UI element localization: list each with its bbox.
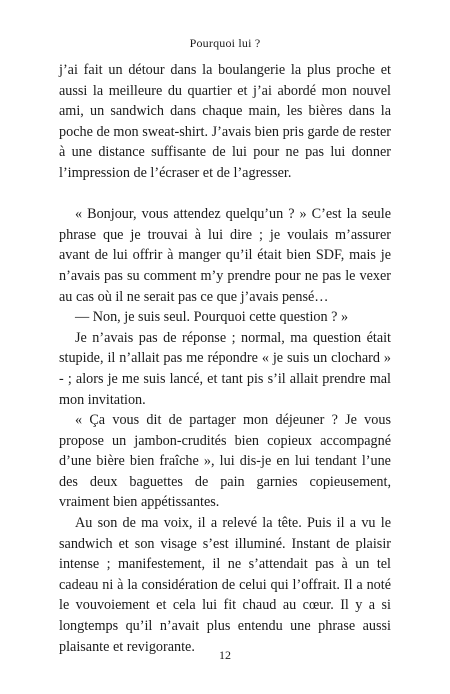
paragraph-4: Je n’avais pas de réponse ; normal, ma question était stupide, il n’allait pas me répondre « je suis un clochard » - ; alors je me suis lancé, et tant pis s’il allait prendre mal mon invitation. xyxy=(59,329,391,408)
paragraph-1: j’ai fait un détour dans la boulangerie la plus proche et aussi la meilleure du quartier et j’ai abordé mon nouvel ami, un sandwich dans chaque main, les bières dans la poche de mon sweat-shirt. J’avais bien pris garde de rester à une distance suffisante de lui pour ne pas lui donner l’impression de l’écraser et de l’agresser. xyxy=(59,62,391,181)
paragraph-3: — Non, je suis seul. Pourquoi cette question ? » xyxy=(75,309,349,326)
paragraph-2: « Bonjour, vous attendez quelqu’un ? » C’est la seule phrase que je trouvai à lui dire ; je voulais m’assurer avant de lui offrir à manger qu’il était bien SDF, mais je n’avais pas su comment m’y prendre pour ne pas le vexer au cas où il ne serait pas ce que j’avais pensé… xyxy=(59,206,391,305)
paragraph-5: « Ça vous dit de partager mon déjeuner ? Je vous propose un jambon-crudités bien copieux accompagné d’une bière bien fraîche », lui dis-je en lui tendant l’une des deux baguettes de pain garnies copieusement, vraiment bien appétissantes. xyxy=(59,412,391,511)
paragraph-6: Au son de ma voix, il a relevé la tête. Puis il a vu le sandwich et son visage s’est illuminé. Instant de plaisir intense ; manifestement, il ne s’attendait pas à un tel cadeau ni à la considération de celui qui l’offrait. Il a noté le vouvoiement et cela lui fit chaud au cœur. Il y a si longtemps qu’il n’avait plus entendu une phrase aussi plaisante et revigorante. xyxy=(59,515,391,655)
body-text xyxy=(59,60,391,657)
running-head: Pourquoi lui ? xyxy=(189,36,261,50)
page-number: 12 xyxy=(219,648,231,662)
